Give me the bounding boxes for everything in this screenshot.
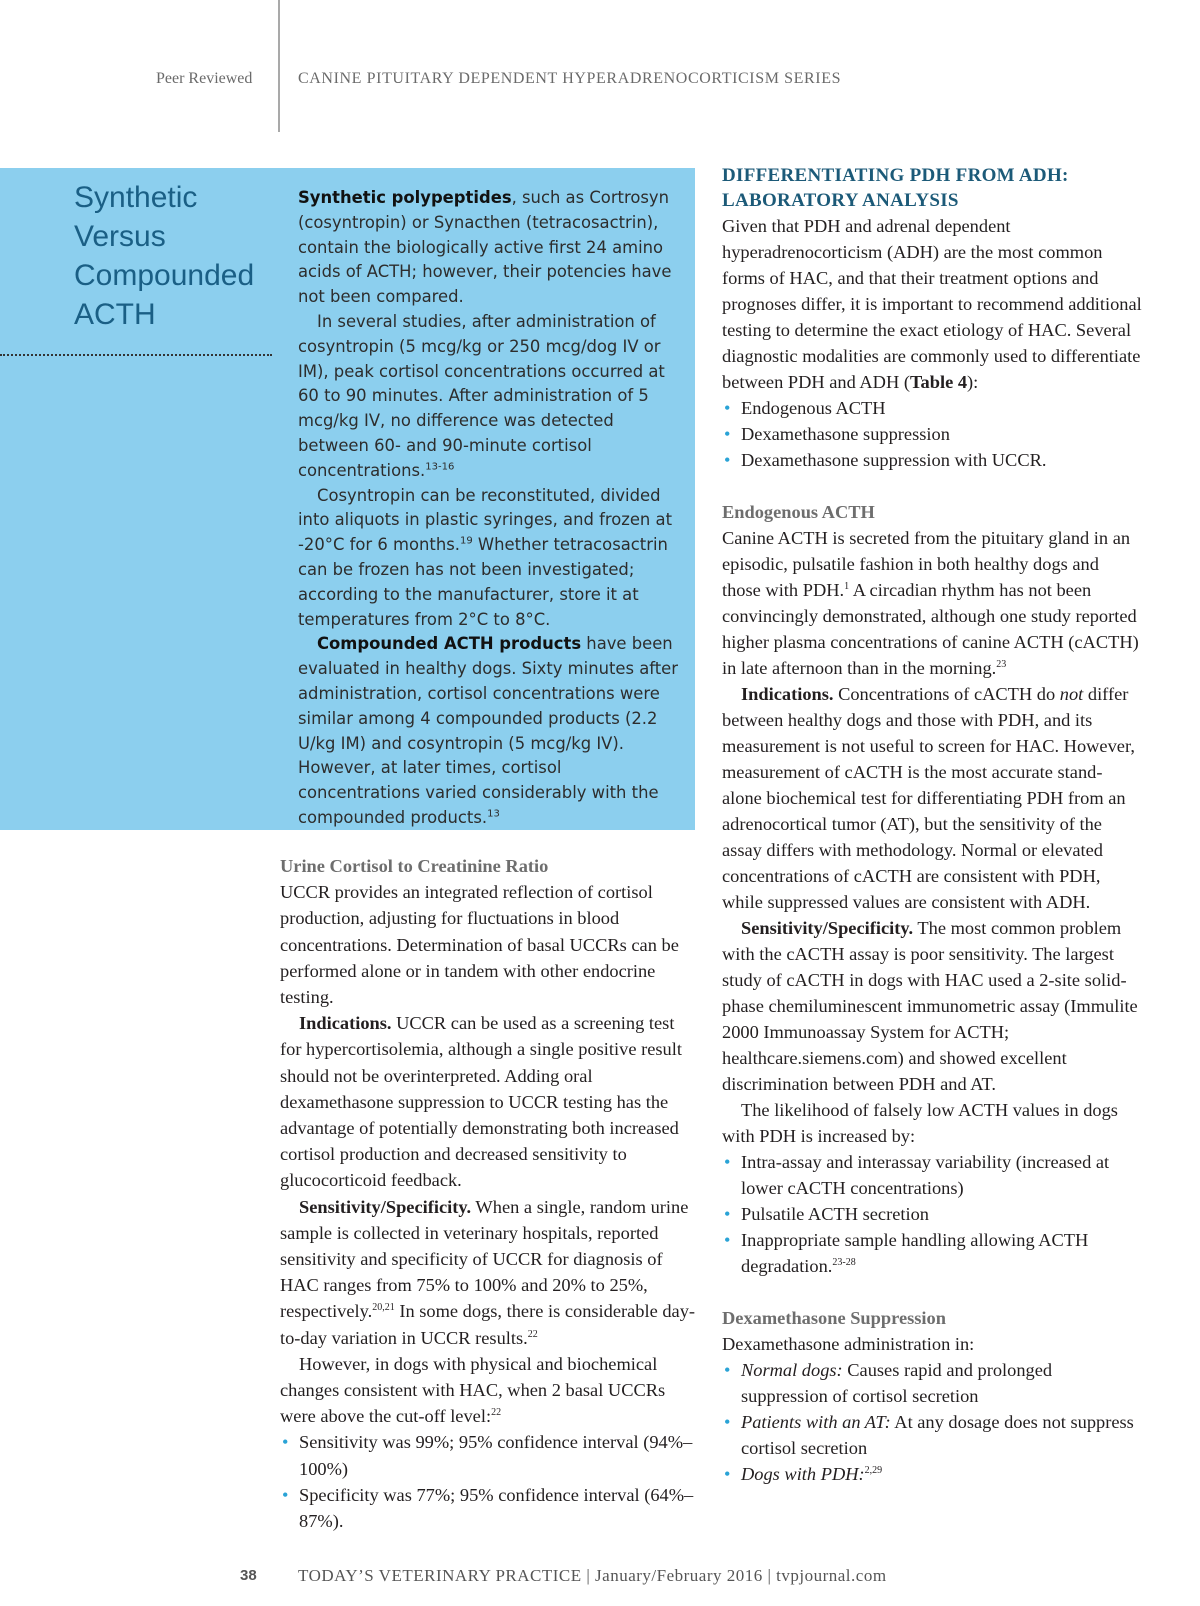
citation: 13 (487, 808, 500, 820)
body-paragraph: Given that PDH and adrenal dependent hyperadrenocorticism (ADH) are the most common forms of HAC, and that their treatment options and prognoses differ, it is important to recommend additional testing to determine the exact etiology of HAC. Several diagnostic modalities are commonly used to differentiate between PDH and ADH (Table 4): (722, 216, 1142, 392)
body-paragraph: Dexamethasone administration in: (722, 1334, 975, 1354)
body-paragraph: However, in dogs with physical and biochemical changes consistent with HAC, when 2 basal UCCRs were above the cut-off level:$^{22}$ (280, 1353, 666, 1427)
list-item: • Patients with an AT: At any dosage does not suppress cortisol secretion (722, 1409, 1142, 1461)
list-item: • Normal dogs: Causes rapid and prolonged suppression of cortisol secretion (722, 1357, 1142, 1409)
body-paragraph: UCCR provides an integrated reflection of cortisol production, adjusting for fluctuations in blood concentrations. Determination of basal UCCRs can be performed alone or in tandem with other endocrine testing. (280, 882, 679, 1008)
sidebar-title (74, 178, 274, 334)
citation: 20,21 (372, 1302, 395, 1314)
page-number: 38 (240, 1567, 257, 1584)
body-paragraph: Sensitivity/Specificity. The most common problem with the cACTH assay is poor sensitivity. The largest study of cACTH in dogs with HAC used a 2-site solid-phase chemiluminescent immunometric assay (Immulite 2000 Immunoassay System for ACTH; healthcare.siemens.com) and showed excellent discrimination between PDH and AT. (722, 918, 1138, 1094)
right-column (722, 163, 1142, 1487)
citation: 23 (996, 658, 1007, 670)
sidebar-paragraph: Cosyntropin can be reconstituted, divided into aliquots in plastic syringes, and frozen at -20°C for 6 months.$^{19}$ Whether tetracosactrin can be frozen has not been investigated; according to the manufacturer, store it at temperatures from 2°C to 8°C. (298, 485, 672, 629)
subsection-heading: Endogenous ACTH (722, 502, 875, 522)
citation: 19 (459, 535, 473, 547)
running-head-peer-reviewed: Peer Reviewed (156, 70, 253, 87)
subsection-heading: Dexamethasone Suppression (722, 1308, 946, 1328)
header-divider (278, 0, 280, 132)
list-item: • Dexamethasone suppression with UCCR. (722, 447, 1142, 473)
sidebar-paragraph: Synthetic polypeptides, such as Cortrosyn (cosyntropin) or Synacthen (tetracosactrin), contain the biologically active first 24 amino acids of ACTH; however, their potencies have not been compared. (298, 188, 672, 307)
list-item: • Inappropriate sample handling allowing ACTH degradation.$^{23-28}$ (722, 1227, 1142, 1279)
sidebar-title-line: Versus (74, 220, 166, 253)
list-item: • Dogs with PDH:$^{2,29}$ (722, 1461, 1142, 1487)
citation: 23-28 (832, 1256, 856, 1268)
sidebar-title-line: Compounded (74, 259, 255, 292)
list-item: • Intra-assay and interassay variability (increased at lower cACTH concentrations) (722, 1149, 1142, 1201)
sidebar-paragraph: Compounded ACTH products have been evaluated in healthy dogs. Sixty minutes after administration, cortisol concentrations were similar among 4 compounded products (2.2 U/kg IM) and cosyntropin (5 mcg/kg IV). However, at later times, cortisol concentrations varied considerably with the compounded products.$^{13}$ (298, 634, 679, 827)
body-paragraph: Sensitivity/Specificity. When a single, random urine sample is collected in veterinary hospitals, reported sensitivity and specificity of UCCR for diagnosis of HAC ranges from 75% to 100% and 20% to 25%, respectively.$^{20,21}$ In some dogs, there is considerable day-to-day variation in UCCR results.$^{22}$ (280, 1196, 696, 1348)
body-paragraph: Indications. Concentrations of cACTH do not differ between healthy dogs and those with PDH, and its measurement is not useful to screen for HAC. However, measurement of cACTH is the most accurate stand-alone biochemical test for differentiating PDH from an adrenocortical tumor (AT), but the sensitivity of the assay differs with methodology. Normal or elevated concentrations of cACTH are consistent with PDH, while suppressed values are consistent with ADH. (722, 684, 1135, 912)
subsection-heading: Urine Cortisol to Creatinine Ratio (280, 856, 549, 876)
list-item: • Endogenous ACTH (722, 395, 1142, 421)
sidebar-body (298, 186, 688, 831)
running-head-series: CANINE PITUITARY DEPENDENT HYPERADRENOCORTICISM SERIES (298, 70, 842, 87)
dotted-divider (0, 354, 272, 356)
list-item: • Pulsatile ACTH secretion (722, 1201, 1142, 1227)
spacer (722, 473, 1142, 499)
body-paragraph: Indications. UCCR can be used as a screening test for hypercortisolemia, although a single positive result should not be overinterpreted. Adding oral dexamethasone suppression to UCCR testing has the advantage of potentially demonstrating both increased cortisol production and decreased sensitivity to glucocorticoid feedback. (280, 1013, 682, 1191)
citation: 22 (491, 1407, 502, 1419)
list-item: • Dexamethasone suppression (722, 421, 1142, 447)
left-column (280, 853, 700, 1534)
list-item: • Sensitivity was 99%; 95% confidence interval (94%–100%) (280, 1429, 700, 1481)
bullet-list (722, 1149, 1142, 1279)
body-paragraph: The likelihood of falsely low ACTH values in dogs with PDH is increased by: (722, 1100, 1118, 1146)
spacer (722, 1279, 1142, 1305)
bullet-list (722, 395, 1142, 473)
body-paragraph: Canine ACTH is secreted from the pituitary gland in an episodic, pulsatile fashion in both healthy dogs and those with PDH.$^1$ A circadian rhythm has not been convincingly demonstrated, although one study reported higher plasma concentrations of canine ACTH (cACTH) in late afternoon than in the morning.$^{23}$ (722, 528, 1139, 678)
citation: 1 (844, 580, 850, 592)
footer-text: TODAY’S VETERINARY PRACTICE | January/February 2016 | tvpjournal.com (298, 1566, 887, 1585)
citation: 22 (527, 1328, 538, 1340)
citation: 13-16 (425, 461, 455, 473)
sidebar-paragraph: In several studies, after administration of cosyntropin (5 mcg/kg or 250 mcg/dog IV or IM), peak cortisol concentrations occurred at 60 to 90 minutes. After administration of 5 mcg/kg IV, no difference was detected between 60- and 90-minute cortisol concentrations.$^{13-16}$ (298, 311, 665, 480)
section-heading: DIFFERENTIATING PDH FROM ADH: LABORATORY ANALYSIS (722, 165, 1069, 211)
bullet-list (280, 1429, 700, 1534)
list-item: • Specificity was 77%; 95% confidence interval (64%–87%). (280, 1482, 700, 1534)
bullet-list (722, 1357, 1142, 1487)
sidebar-title-line: ACTH (74, 298, 156, 331)
citation: 2,29 (864, 1464, 883, 1476)
sidebar-title-line: Synthetic (74, 181, 198, 214)
